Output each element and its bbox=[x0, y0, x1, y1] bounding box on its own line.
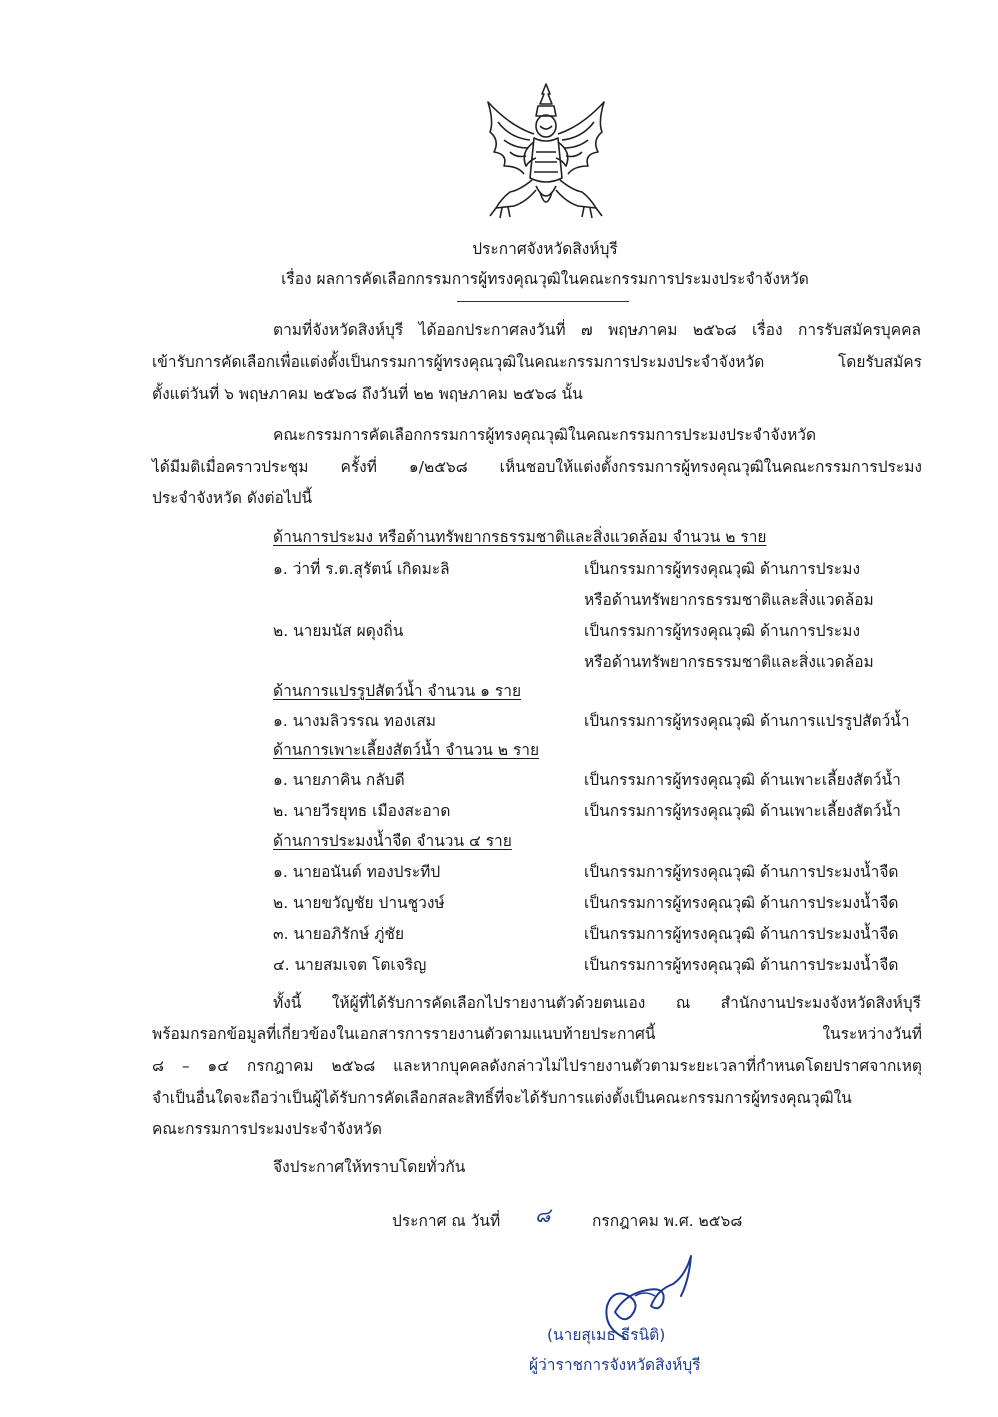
member-role: เป็นกรรมการผู้ทรงคุณวุฒิ ด้านการประมงน้ำจืด bbox=[584, 956, 899, 974]
dateline-day: ๘ bbox=[535, 1203, 551, 1227]
closing-statement: จึงประกาศให้ทราบโดยทั่วกัน bbox=[273, 1158, 466, 1176]
member-role-cont: หรือด้านทรัพยากรธรรมชาติและสิ่งแวดล้อม bbox=[584, 653, 874, 671]
title-divider bbox=[457, 301, 629, 302]
section-heading-freshwater: ด้านการประมงน้ำจืด จำนวน ๔ ราย bbox=[273, 832, 512, 850]
member-name: ๔. นายสมเจต โตเจริญ bbox=[273, 956, 427, 974]
dateline-month-year: กรกฎาคม พ.ศ. ๒๕๖๘ bbox=[592, 1212, 743, 1230]
member-name: ๒. นายวีรยุทธ เมืองสะอาด bbox=[273, 802, 451, 820]
member-role: เป็นกรรมการผู้ทรงคุณวุฒิ ด้านการประมง bbox=[584, 622, 861, 640]
section-heading-fisheries: ด้านการประมง หรือด้านทรัพยากรธรรมชาติและสิ่งแวดล้อม จำนวน ๒ ราย bbox=[273, 528, 767, 546]
member-name: ๒. นายมนัส ผดุงถิ่น bbox=[273, 622, 404, 640]
para3-line5: คณะกรรมการประมงประจำจังหวัด bbox=[152, 1120, 382, 1138]
member-name: ๒. นายขวัญชัย ปานชูวงษ์ bbox=[273, 894, 445, 912]
member-role-cont: หรือด้านทรัพยากรธรรมชาติและสิ่งแวดล้อม bbox=[584, 591, 874, 609]
signatory-name: (นายสุเมธ ธีรนิติ) bbox=[547, 1326, 666, 1344]
member-role: เป็นกรรมการผู้ทรงคุณวุฒิ ด้านเพาะเลี้ยงสัตว์น้ำ bbox=[584, 771, 901, 789]
dateline-prefix: ประกาศ ณ วันที่ bbox=[392, 1212, 501, 1230]
garuda-emblem-icon bbox=[480, 82, 612, 220]
member-name: ๑. ว่าที่ ร.ต.สุรัตน์ เกิดมะลิ bbox=[273, 560, 450, 578]
para2-line1: คณะกรรมการคัดเลือกกรรมการผู้ทรงคุณวุฒิในคณะกรรมการประมงประจำจังหวัด bbox=[273, 426, 817, 444]
member-name: ๑. นางมลิวรรณ ทองเสม bbox=[273, 712, 437, 730]
para1-line3: ตั้งแต่วันที่ ๖ พฤษภาคม ๒๕๖๘ ถึงวันที่ ๒๒ พฤษภาคม ๒๕๖๘ นั้น bbox=[152, 385, 583, 403]
member-role: เป็นกรรมการผู้ทรงคุณวุฒิ ด้านการประมงน้ำจืด bbox=[584, 925, 899, 943]
member-role: เป็นกรรมการผู้ทรงคุณวุฒิ ด้านเพาะเลี้ยงสัตว์น้ำ bbox=[584, 802, 901, 820]
announcement-subject: เรื่อง ผลการคัดเลือกกรรมการผู้ทรงคุณวุฒิในคณะกรรมการประมงประจำจังหวัด bbox=[281, 270, 809, 288]
para3-line4: จำเป็นอื่นใดจะถือว่าเป็นผู้ได้รับการคัดเลือกสละสิทธิ์ที่จะได้รับการแต่งตั้งเป็นคณะกรรมการผู้ทรงคุณวุฒิใน bbox=[152, 1089, 852, 1107]
para2-line3: ประจำจังหวัด ดังต่อไปนี้ bbox=[152, 489, 313, 507]
member-name: ๑. นายอนันต์ ทองประทีป bbox=[273, 863, 441, 881]
section-heading-aquaculture: ด้านการเพาะเลี้ยงสัตว์น้ำ จำนวน ๒ ราย bbox=[273, 741, 540, 759]
member-role: เป็นกรรมการผู้ทรงคุณวุฒิ ด้านการแปรรูปสัตว์น้ำ bbox=[584, 712, 910, 730]
member-role: เป็นกรรมการผู้ทรงคุณวุฒิ ด้านการประมง bbox=[584, 560, 861, 578]
member-role: เป็นกรรมการผู้ทรงคุณวุฒิ ด้านการประมงน้ำจืด bbox=[584, 863, 899, 881]
para2-line2: ได้มีมติเมื่อคราวประชุม ครั้งที่ ๑/๒๕๖๘ เห็นชอบให้แต่งตั้งกรรมการผู้ทรงคุณวุฒิในคณะกรรมการประมง bbox=[152, 458, 922, 476]
member-name: ๓. นายอภิรักษ์ ภู่ชัย bbox=[273, 925, 405, 943]
para3-line1: ทั้งนี้ ให้ผู้ที่ได้รับการคัดเลือกไปรายงานตัวด้วยตนเอง ณ สำนักงานประมงจังหวัดสิงห์บุรี bbox=[273, 994, 921, 1012]
para1-line2: เข้ารับการคัดเลือกเพื่อแต่งตั้งเป็นกรรมการผู้ทรงคุณวุฒิในคณะกรรมการประมงประจำจังหวัด โดยรับสมัคร bbox=[152, 353, 922, 371]
signatory-position: ผู้ว่าราชการจังหวัดสิงห์บุรี bbox=[529, 1356, 701, 1374]
member-role: เป็นกรรมการผู้ทรงคุณวุฒิ ด้านการประมงน้ำจืด bbox=[584, 894, 899, 912]
announcement-title: ประกาศจังหวัดสิงห์บุรี bbox=[472, 240, 618, 258]
para1-line1: ตามที่จังหวัดสิงห์บุรี ได้ออกประกาศลงวันที่ ๗ พฤษภาคม ๒๕๖๘ เรื่อง การรับสมัครบุคคล bbox=[273, 321, 921, 339]
para3-line2: พร้อมกรอกข้อมูลที่เกี่ยวข้องในเอกสารการรายงานตัวตามแนบท้ายประกาศนี้ ในระหว่างวันที่ bbox=[152, 1025, 922, 1043]
section-heading-processing: ด้านการแปรรูปสัตว์น้ำ จำนวน ๑ ราย bbox=[273, 682, 522, 700]
para3-line3: ๘ – ๑๔ กรกฎาคม ๒๕๖๘ และหากบุคคลดังกล่าวไม่ไปรายงานตัวตามระยะเวลาที่กำหนดโดยปราศจากเหตุ bbox=[152, 1057, 922, 1075]
member-name: ๑. นายภาคิน กลับดี bbox=[273, 771, 405, 789]
